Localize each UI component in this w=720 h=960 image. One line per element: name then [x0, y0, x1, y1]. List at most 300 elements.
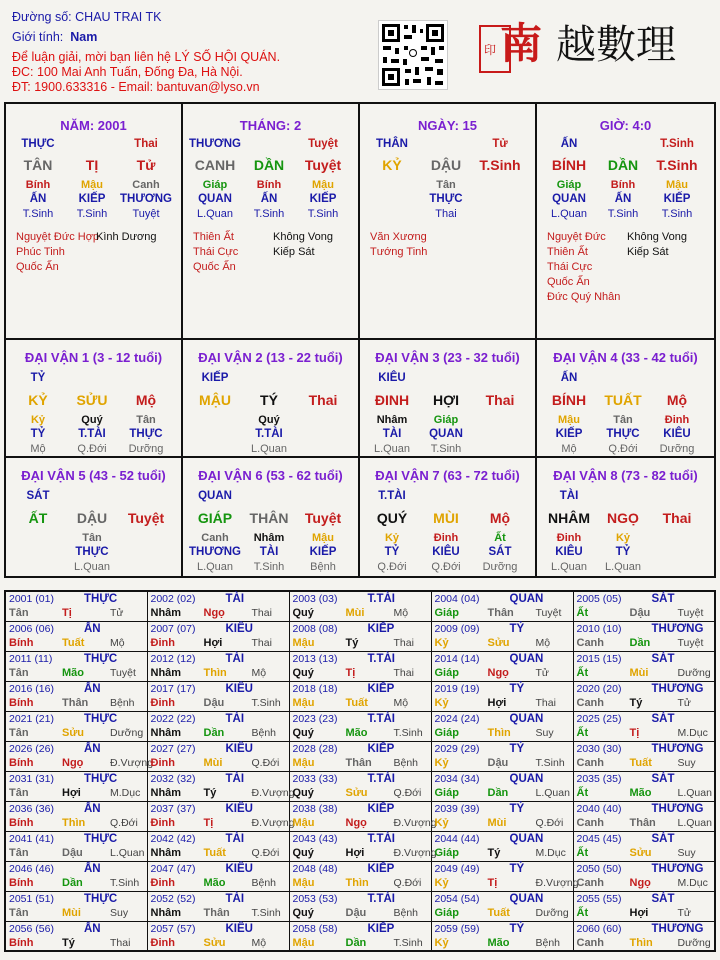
year-life-stage: Mộ	[393, 607, 409, 619]
year-cell	[5, 861, 147, 891]
year-stem: Ất	[576, 666, 589, 679]
year-life-stage: Đ.Vượng	[251, 786, 295, 799]
luck-life-stage-cell: L.Quan	[73, 561, 111, 573]
year-cell	[147, 741, 289, 771]
luck-stem-branch-cell: Thai	[308, 392, 338, 408]
year-stem: Giáp	[434, 906, 459, 919]
year-stem: Quý	[292, 666, 314, 679]
luck-life-stage-cell: L.Quan	[196, 561, 234, 573]
luck-period-6	[183, 458, 360, 576]
luck-hidden-stem-cell: Quý	[81, 414, 103, 426]
year-ten-god: ẤN	[84, 742, 101, 755]
luck-life-stage-cell: Dưỡng	[128, 443, 164, 455]
star-name: Thái Cực	[193, 246, 239, 258]
year-label: 2037 (37)	[150, 802, 196, 815]
luck-ten-god-cell: KIÊU	[555, 546, 583, 558]
pillar-stars-left	[16, 230, 99, 275]
year-label: 2029 (29)	[434, 742, 480, 755]
year-label: 2048 (48)	[292, 862, 338, 875]
year-branch: Tuất	[345, 696, 368, 709]
year-stem: Giáp	[434, 726, 459, 739]
pillar-stem-branch-cell: DẦN	[253, 157, 285, 173]
pillar-hidden-god-cell: THỰC	[21, 138, 55, 150]
pillar-hidden-stem-cell: Mậu	[666, 179, 688, 191]
year-stem: Đinh	[150, 816, 175, 829]
year-stem: Đinh	[150, 876, 175, 889]
pillar-3	[537, 104, 714, 338]
year-label: 2012 (12)	[150, 652, 196, 665]
year-label: 2031 (31)	[9, 772, 54, 785]
luck-hidden-stem-cell: Nhâm	[376, 414, 408, 426]
luck-stem-branch-cell: Mộ	[135, 392, 157, 408]
year-life-stage: Thai	[110, 936, 131, 949]
star-name: Nguyệt Đức	[547, 231, 606, 243]
year-branch: Mão	[629, 786, 652, 799]
year-label: 2052 (52)	[150, 892, 196, 905]
pillar-life-stage-cell: Thai	[435, 208, 457, 220]
luck-stem-branch-cell: ẤT	[28, 510, 48, 526]
year-life-stage: Tử	[677, 696, 691, 709]
year-life-stage: Suy	[677, 846, 696, 859]
year-label: 2050 (50)	[576, 862, 622, 875]
year-cell	[431, 591, 573, 621]
year-ten-god: T.TÀI	[367, 772, 395, 785]
year-ten-god: T.TÀI	[367, 832, 395, 845]
year-cell	[289, 921, 431, 951]
pillar-ten-god-cell: KIẾP	[309, 193, 337, 205]
year-row	[5, 621, 715, 651]
year-stem: Nhâm	[150, 666, 182, 679]
year-cell	[431, 861, 579, 891]
year-branch: Tị	[629, 726, 640, 739]
year-cell	[573, 681, 715, 711]
year-label: 2017 (17)	[150, 682, 196, 695]
account-line	[12, 10, 162, 25]
luck-stem-branch-cell: SỬU	[76, 392, 108, 408]
year-ten-god: KIẾP	[367, 622, 395, 635]
year-life-stage: T.Sinh	[393, 726, 423, 739]
year-cell	[289, 681, 431, 711]
year-cell	[573, 801, 715, 831]
year-life-stage: Mộ	[110, 636, 125, 649]
luck-period-title: ĐẠI VẬN 3 (23 - 32 tuổi)	[375, 350, 520, 365]
major-luck-grid	[4, 340, 716, 578]
pillar-ten-god-cell: KIẾP	[663, 193, 691, 205]
pillar-hidden-stem-cell: Bính	[256, 179, 282, 191]
year-cell	[573, 831, 715, 861]
pillar-life-stage-cell: Tuyệt	[132, 208, 160, 220]
year-branch: Hợi	[203, 636, 223, 649]
luck-ten-god-cell: QUAN	[429, 428, 463, 440]
luck-stem-branch-cell: GIÁP	[197, 510, 233, 526]
year-cell	[573, 711, 715, 741]
pillar-hidden-stem-cell: Giáp	[202, 179, 228, 191]
luck-top-god: QUAN	[198, 490, 232, 502]
year-label: 2019 (19)	[434, 682, 480, 695]
pillar-life-stage-cell: T.Sinh	[307, 208, 339, 220]
year-ten-god: TỶ	[509, 742, 525, 755]
pillar-stem-branch-cell: Tử	[136, 157, 156, 173]
pillar-title: NGÀY: 15	[418, 118, 477, 133]
pillar-stem-branch-cell: DẬU	[430, 157, 462, 173]
year-stem: Canh	[576, 636, 604, 649]
year-label: 2034 (34)	[434, 772, 480, 785]
luck-life-stage-cell: Mộ	[30, 443, 46, 455]
star-name: Văn Xương	[370, 231, 427, 243]
luck-period-3	[360, 340, 537, 458]
year-ten-god: QUAN	[509, 832, 544, 845]
annual-luck-table	[4, 590, 716, 952]
year-life-stage: Tử	[677, 906, 691, 919]
year-cell	[431, 771, 573, 801]
year-branch: Dậu	[487, 756, 509, 769]
year-life-stage: L.Quan	[677, 816, 712, 829]
year-cell	[289, 771, 431, 801]
pillar-hidden-god-cell: Thai	[134, 138, 158, 150]
year-branch: Hợi	[345, 846, 365, 859]
luck-period-4	[537, 340, 714, 458]
year-label: 2051 (51)	[9, 892, 54, 905]
year-stem: Ất	[576, 906, 589, 919]
year-row	[5, 831, 715, 861]
year-label: 2060 (60)	[576, 922, 622, 935]
pillar-stem-branch-cell: T.Sinh	[479, 157, 521, 173]
year-cell	[5, 891, 147, 921]
year-branch: Mùi	[629, 666, 649, 679]
year-branch: Tuất	[629, 756, 652, 769]
star-name: Thiên Ất	[547, 246, 588, 258]
luck-period-8	[537, 458, 714, 576]
year-row	[5, 681, 715, 711]
year-row	[5, 801, 715, 831]
year-label: 2059 (59)	[434, 922, 480, 935]
year-label: 2003 (03)	[292, 593, 338, 605]
year-branch: Mùi	[345, 607, 365, 619]
year-row	[5, 921, 715, 951]
luck-ten-god-cell: KIẾP	[309, 546, 337, 558]
year-label: 2039 (39)	[434, 802, 480, 815]
year-branch: Dần	[629, 636, 651, 649]
year-branch: Hợi	[487, 696, 507, 709]
year-branch: Ngọ	[203, 607, 225, 619]
year-branch: Dần	[345, 936, 367, 949]
year-stem: Kỷ	[434, 696, 449, 709]
pillar-ten-god-cell: ẤN	[260, 193, 278, 205]
account-value: CHAU TRAI TK	[75, 10, 162, 24]
year-cell	[573, 891, 715, 921]
luck-hidden-stem-cell: Mậu	[558, 414, 580, 426]
luck-period-title: ĐẠI VẬN 8 (73 - 82 tuổi)	[553, 468, 698, 483]
year-life-stage: Bệnh	[535, 936, 561, 949]
year-branch: Thân	[629, 816, 656, 829]
year-label: 2043 (43)	[292, 832, 338, 845]
year-branch: Tý	[487, 846, 501, 859]
pillar-stem-branch-cell: TÂN	[23, 157, 53, 173]
luck-life-stage-cell: T.Sinh	[253, 561, 285, 573]
luck-top-god: ẤN	[560, 372, 578, 384]
pillar-stem-branch-cell: TỊ	[85, 157, 99, 173]
year-ten-god: TỶ	[509, 682, 525, 695]
year-cell	[5, 681, 147, 711]
year-ten-god: THỰC	[84, 652, 118, 665]
year-label: 2027 (27)	[150, 742, 196, 755]
year-label: 2007 (07)	[150, 622, 196, 635]
year-ten-god: T.TÀI	[367, 652, 395, 665]
pillar-ten-god-cell: ẤN	[614, 193, 632, 205]
year-stem: Ất	[576, 607, 589, 619]
year-ten-god: SÁT	[651, 772, 675, 785]
year-label: 2023 (23)	[292, 712, 338, 725]
year-label: 2008 (08)	[292, 622, 338, 635]
year-stem: Tân	[9, 726, 29, 739]
qr-code-icon[interactable]	[378, 20, 448, 90]
luck-ten-god-cell: TỶ	[30, 428, 46, 440]
luck-life-stage-cell: T.Sinh	[430, 443, 462, 455]
year-ten-god: QUAN	[509, 772, 544, 785]
year-cell	[5, 591, 147, 621]
gender-label: Giới tính:	[12, 30, 64, 44]
year-stem: Tân	[9, 607, 29, 619]
luck-top-god: TỶ	[30, 372, 46, 384]
luck-ten-god-cell: KIÊU	[432, 546, 460, 558]
year-stem: Ất	[576, 846, 589, 859]
year-branch: Mùi	[203, 756, 223, 769]
luck-period-title: ĐẠI VẬN 4 (33 - 42 tuổi)	[553, 350, 698, 365]
year-ten-god: KIÊU	[225, 622, 253, 635]
year-label: 2016 (16)	[9, 682, 54, 695]
year-stem: Tân	[9, 846, 29, 859]
luck-stem-branch-cell: HỢI	[433, 392, 459, 408]
year-life-stage: Suy	[677, 756, 696, 769]
pillar-stars-left	[193, 230, 238, 275]
year-cell	[431, 711, 573, 741]
year-life-stage: Thai	[393, 666, 414, 679]
pillar-hidden-stem-cell: Mậu	[312, 179, 334, 191]
year-life-stage: Thai	[251, 607, 272, 619]
year-stem: Kỷ	[434, 876, 449, 889]
year-ten-god: TÀI	[225, 772, 245, 785]
year-cell	[289, 591, 431, 621]
year-cell	[573, 591, 715, 621]
year-stem: Nhâm	[150, 846, 182, 859]
year-stem: Mậu	[292, 936, 315, 949]
year-life-stage: Đ.Vượng	[251, 816, 295, 829]
year-cell	[431, 681, 573, 711]
star-name: Kiếp Sát	[273, 246, 315, 258]
year-label: 2053 (53)	[292, 892, 338, 905]
luck-life-stage-cell: L.Quan	[604, 561, 642, 573]
star-name: Quốc Ấn	[16, 261, 59, 273]
year-ten-god: QUAN	[509, 892, 544, 905]
year-label: 2055 (55)	[576, 892, 622, 905]
year-life-stage: Dưỡng	[677, 936, 711, 949]
year-ten-god: TỶ	[509, 622, 525, 635]
year-branch: Tý	[629, 696, 643, 709]
year-cell	[147, 891, 289, 921]
pillar-stem-branch-cell: KỶ	[382, 157, 402, 173]
year-cell	[147, 921, 289, 951]
year-cell	[573, 741, 715, 771]
pillar-2	[360, 104, 537, 338]
pillar-stem-branch-cell: T.Sinh	[656, 157, 698, 173]
year-row	[5, 771, 715, 801]
year-ten-god: KIẾP	[367, 802, 395, 815]
year-branch: Thìn	[487, 726, 511, 739]
star-name: Nguyệt Đức Hợp	[16, 231, 100, 243]
year-ten-god: SÁT	[651, 832, 675, 845]
year-ten-god: T.TÀI	[367, 712, 395, 725]
luck-hidden-stem-cell: Đinh	[664, 414, 690, 426]
year-label: 2056 (56)	[9, 922, 54, 935]
year-life-stage: Đ.Vượng	[393, 816, 437, 829]
luck-period-1	[6, 340, 183, 458]
luck-stem-branch-cell: KỶ	[28, 392, 48, 408]
year-branch: Thìn	[629, 936, 653, 949]
luck-life-stage-cell: L.Quan	[250, 443, 288, 455]
pillar-life-stage-cell: L.Quan	[196, 208, 234, 220]
luck-stem-branch-cell: Thai	[485, 392, 515, 408]
year-branch: Sửu	[62, 726, 85, 739]
luck-period-title: ĐẠI VẬN 1 (3 - 12 tuổi)	[24, 350, 163, 365]
pillar-hidden-stem-cell: Bính	[25, 179, 51, 191]
year-life-stage: Bệnh	[393, 906, 419, 919]
luck-stem-branch-cell: NHÂM	[548, 510, 590, 526]
year-life-stage: Q.Đới	[535, 816, 564, 829]
pillar-life-stage-cell: T.Sinh	[22, 208, 54, 220]
year-label: 2028 (28)	[292, 742, 338, 755]
year-branch: Mão	[345, 726, 368, 739]
year-life-stage: M.Dục	[677, 876, 708, 889]
luck-life-stage-cell: Bệnh	[310, 561, 336, 573]
luck-stem-branch-cell: THÂN	[249, 510, 289, 526]
year-ten-god: THỰC	[84, 892, 118, 905]
year-branch: Ngọ	[487, 666, 509, 679]
year-ten-god: ẤN	[84, 802, 101, 815]
year-life-stage: Thai	[535, 696, 556, 709]
pillar-hidden-god-cell: ẤN	[560, 138, 578, 150]
year-label: 2049 (49)	[434, 862, 480, 875]
four-pillars-grid	[4, 102, 716, 340]
year-ten-god: TỶ	[509, 802, 525, 815]
year-stem: Mậu	[292, 636, 315, 649]
pillar-life-stage-cell: T.Sinh	[607, 208, 639, 220]
year-label: 2045 (45)	[576, 832, 622, 845]
year-stem: Mậu	[292, 816, 315, 829]
year-branch: Dậu	[203, 696, 225, 709]
luck-hidden-stem-cell: Kỷ	[615, 532, 631, 544]
luck-period-title: ĐẠI VẬN 2 (13 - 22 tuổi)	[198, 350, 343, 365]
svg-text:印: 印	[484, 43, 497, 57]
pillar-ten-god-cell: QUAN	[198, 193, 232, 205]
year-ten-god: ẤN	[84, 862, 101, 875]
year-branch: Tuất	[487, 906, 510, 919]
year-cell	[147, 831, 289, 861]
year-stem: Đinh	[150, 756, 175, 769]
year-life-stage: Đ.Vượng	[110, 756, 154, 769]
year-life-stage: Tuyệt	[110, 666, 136, 679]
year-life-stage: M.Dục	[110, 786, 141, 799]
luck-hidden-stem-cell: Kỷ	[384, 532, 400, 544]
star-name: Thái Cực	[547, 261, 593, 273]
year-branch: Mão	[203, 876, 226, 889]
luck-ten-god-cell: T.TÀI	[78, 428, 106, 440]
year-branch: Tị	[62, 607, 72, 619]
year-row	[5, 711, 715, 741]
year-life-stage: Mộ	[393, 696, 409, 709]
luck-hidden-stem-cell: Giáp	[433, 414, 459, 426]
year-label: 2044 (44)	[434, 832, 480, 845]
year-ten-god: THỰC	[84, 712, 118, 725]
luck-hidden-stem-cell: Quý	[258, 414, 280, 426]
year-cell	[431, 891, 573, 921]
year-branch: Thìn	[345, 876, 369, 889]
year-ten-god: T.TÀI	[367, 593, 395, 605]
year-life-stage: T.Sinh	[110, 876, 140, 889]
account-label: Đường số:	[12, 10, 72, 24]
year-stem: Giáp	[434, 786, 459, 799]
year-life-stage: Dưỡng	[535, 906, 569, 919]
year-branch: Thìn	[203, 666, 227, 679]
year-stem: Canh	[576, 696, 604, 709]
pillar-hidden-stem-cell: Mậu	[81, 179, 103, 191]
star-name: Không Vong	[627, 231, 687, 243]
year-stem: Ất	[576, 786, 589, 799]
year-label: 2030 (30)	[576, 742, 622, 755]
year-stem: Ất	[576, 726, 589, 739]
luck-ten-god-cell: T.TÀI	[255, 428, 283, 440]
pillar-stem-branch-cell: BÍNH	[551, 157, 587, 173]
year-label: 2032 (32)	[150, 772, 196, 785]
year-label: 2010 (10)	[576, 622, 622, 635]
year-cell	[573, 771, 715, 801]
logo	[478, 6, 718, 76]
year-stem: Mậu	[292, 876, 315, 889]
year-branch: Sửu	[487, 636, 510, 649]
year-cell	[5, 831, 147, 861]
year-life-stage: L.Quan	[677, 786, 712, 799]
contact-invite: Để luận giải, mời bạn liên hệ LÝ SỐ HỘI QUÁN.	[12, 50, 281, 64]
year-label: 2024 (24)	[434, 712, 480, 725]
pillar-stars-right	[273, 230, 333, 260]
year-stem: Kỷ	[434, 936, 449, 949]
year-stem: Quý	[292, 846, 314, 859]
star-name: Không Vong	[273, 231, 333, 243]
luck-stem-branch-cell: MÙI	[433, 510, 459, 526]
year-label: 2005 (05)	[576, 593, 622, 605]
year-cell	[5, 801, 147, 831]
year-ten-god: ẤN	[84, 682, 101, 695]
contact-phone-email[interactable]: ĐT: 1900.633316 - Email: bantuvan@lyso.vn	[12, 80, 260, 94]
pillar-hidden-god-cell: Tử	[492, 138, 508, 150]
year-life-stage: Q.Đới	[393, 786, 422, 799]
year-cell	[289, 861, 431, 891]
year-cell	[289, 651, 431, 681]
star-name: Kình Dương	[96, 231, 157, 243]
year-branch: Thân	[203, 906, 230, 919]
luck-stem-branch-cell: TUẤT	[604, 392, 642, 408]
year-stem: Quý	[292, 786, 314, 799]
luck-period-title: ĐẠI VẬN 7 (63 - 72 tuổi)	[375, 468, 520, 483]
pillar-stars-left	[370, 230, 427, 260]
luck-life-stage-cell: Q.Đới	[608, 443, 638, 455]
year-label: 2033 (33)	[292, 772, 338, 785]
year-cell	[5, 741, 154, 771]
star-name: Quốc Ấn	[547, 276, 590, 288]
header	[0, 0, 720, 100]
year-cell	[147, 711, 289, 741]
luck-hidden-stem-cell: Đinh	[433, 532, 459, 544]
luck-top-god: T.TÀI	[378, 490, 406, 502]
